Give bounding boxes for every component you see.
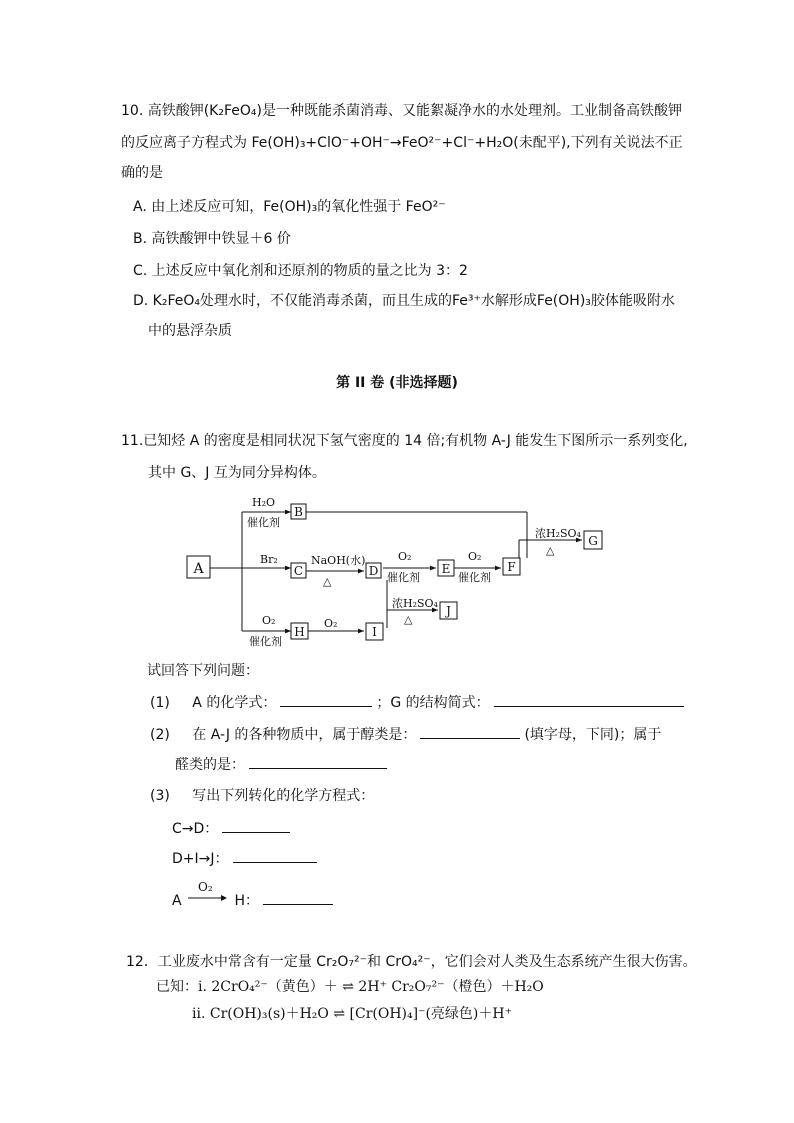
box-d-label: D bbox=[368, 564, 379, 578]
arrow-o2 bbox=[188, 880, 228, 905]
q11-part2-num: (2) bbox=[150, 727, 170, 743]
label-o2-h: O₂ bbox=[262, 614, 276, 627]
eq-a-to-h bbox=[172, 880, 337, 911]
answer-blank-alcohols[interactable] bbox=[420, 724, 520, 739]
q12-line2: 已知：i. 2CrO₄²⁻（黄色）＋ ⇌ 2H⁺ Cr₂O₇²⁻（橙色）＋H₂O bbox=[156, 979, 544, 995]
label-cat3: 催化剂 bbox=[458, 571, 491, 584]
label-h2so4-g: 浓H₂SO₄ bbox=[535, 527, 581, 540]
q11-part2 bbox=[150, 724, 661, 745]
label-cat1: 催化剂 bbox=[247, 516, 280, 529]
label-delta1: △ bbox=[323, 575, 332, 588]
q11-line1: 11.已知烃 A 的密度是相同状况下氢气密度的 14 倍;有机物 A-J 能发生下图所示一系列变化, bbox=[121, 433, 688, 449]
box-c-label: C bbox=[293, 564, 304, 578]
reaction-diagram bbox=[0, 490, 794, 650]
q11-line2: 其中 G、J 互为同分异构体。 bbox=[148, 465, 326, 481]
q10-option-d-line2: 中的悬浮杂质 bbox=[148, 323, 232, 339]
q11-part2-a: 在 A-J 的各种物质中，属于醇类是： bbox=[192, 727, 417, 743]
q11-part3-num: (3) bbox=[150, 788, 170, 804]
q11-part1-num: (1) bbox=[150, 695, 170, 711]
answer-blank-aldehydes[interactable] bbox=[249, 754, 387, 769]
box-i-label: I bbox=[372, 625, 377, 639]
q11-part1-b: ；G 的结构简式： bbox=[376, 695, 490, 711]
q11-part3 bbox=[150, 786, 374, 806]
box-j-label: J bbox=[446, 604, 451, 618]
q10-line1: 10. 高铁酸钾(K₂FeO₄)是一种既能杀菌消毒、又能絮凝净水的水处理剂。工业制备高铁酸钾 bbox=[121, 103, 682, 119]
q10-option-a: A. 由上述反应可知，Fe(OH)₃的氧化性强于 FeO²⁻ bbox=[133, 199, 446, 215]
box-e-label: E bbox=[441, 562, 451, 576]
q12-line3: ii. Cr(OH)₃(s)＋H₂O ⇌ [Cr(OH)₄]⁻(亮绿色)＋H⁺ bbox=[192, 1006, 512, 1022]
box-g-label: G bbox=[588, 534, 598, 548]
box-h-label: H bbox=[294, 625, 305, 639]
label-delta2: △ bbox=[546, 544, 555, 557]
q11-prompt: 试回答下列问题： bbox=[147, 663, 259, 679]
label-br2: Br₂ bbox=[260, 553, 278, 566]
label-o2-hi: O₂ bbox=[324, 617, 338, 630]
answer-blank-g-structure[interactable] bbox=[494, 692, 684, 707]
right-arrow-icon bbox=[188, 893, 228, 903]
eq-a-to-h-a: A bbox=[172, 893, 182, 909]
answer-blank-c-to-d[interactable] bbox=[222, 818, 290, 833]
label-h2o: H₂O bbox=[252, 496, 276, 509]
q10-option-d-line1: D. K₂FeO₄处理水时，不仅能消毒杀菌，而且生成的Fe³⁺水解形成Fe(OH)₃胶体能吸附水 bbox=[133, 293, 675, 309]
answer-blank-a-to-h[interactable] bbox=[263, 890, 333, 905]
label-delta3: △ bbox=[404, 613, 413, 626]
box-b-label: B bbox=[294, 505, 303, 519]
answer-blank-d-i-to-j[interactable] bbox=[233, 848, 317, 863]
q10-option-b: B. 高铁酸钾中铁显＋6 价 bbox=[133, 231, 291, 247]
label-o2-de: O₂ bbox=[398, 550, 412, 563]
label-h2so4-j: 浓H₂SO₄ bbox=[392, 597, 438, 610]
arrow-o2-label: O₂ bbox=[198, 880, 213, 894]
answer-blank-a-formula[interactable] bbox=[280, 692, 372, 707]
eq-d-i-to-j bbox=[172, 848, 321, 869]
eq-c-to-d-label: C→D： bbox=[172, 821, 219, 837]
label-cat4: 催化剂 bbox=[249, 635, 282, 648]
eq-c-to-d bbox=[172, 818, 294, 839]
section-title: 第 II 卷 (非选择题) bbox=[336, 375, 458, 391]
q10-option-c: C. 上述反应中氧化剂和还原剂的物质的量之比为 3：2 bbox=[133, 263, 468, 279]
q11-part2-cont bbox=[175, 754, 391, 775]
q11-part3-a: 写出下列转化的化学方程式： bbox=[192, 788, 375, 804]
q11-part2-b: (填字母，下同)；属于 bbox=[524, 727, 662, 743]
label-cat2: 催化剂 bbox=[387, 571, 420, 584]
q11-part2-c: 醛类的是： bbox=[175, 757, 245, 773]
box-f-label: F bbox=[507, 560, 516, 574]
label-o2-ef: O₂ bbox=[468, 550, 482, 563]
eq-d-i-to-j-label: D+I→J： bbox=[172, 851, 229, 867]
box-a-label: A bbox=[193, 561, 204, 577]
q12-line1: 12．工业废水中常含有一定量 Cr₂O₇²⁻和 CrO₄²⁻，它们会对人类及生态系统产生很大伤害。 bbox=[126, 954, 697, 970]
label-naoh: NaOH(水) bbox=[311, 554, 366, 567]
eq-a-to-h-h: H： bbox=[234, 893, 260, 909]
q11-part1-a: A 的化学式： bbox=[192, 695, 277, 711]
q11-part1 bbox=[150, 692, 688, 713]
q10-line2: 的反应离子方程式为 Fe(OH)₃+ClO⁻+OH⁻→FeO²⁻+Cl⁻+H₂O(未配平),下列有关说法不正 bbox=[121, 135, 683, 151]
q10-line3: 确的是 bbox=[121, 165, 163, 181]
